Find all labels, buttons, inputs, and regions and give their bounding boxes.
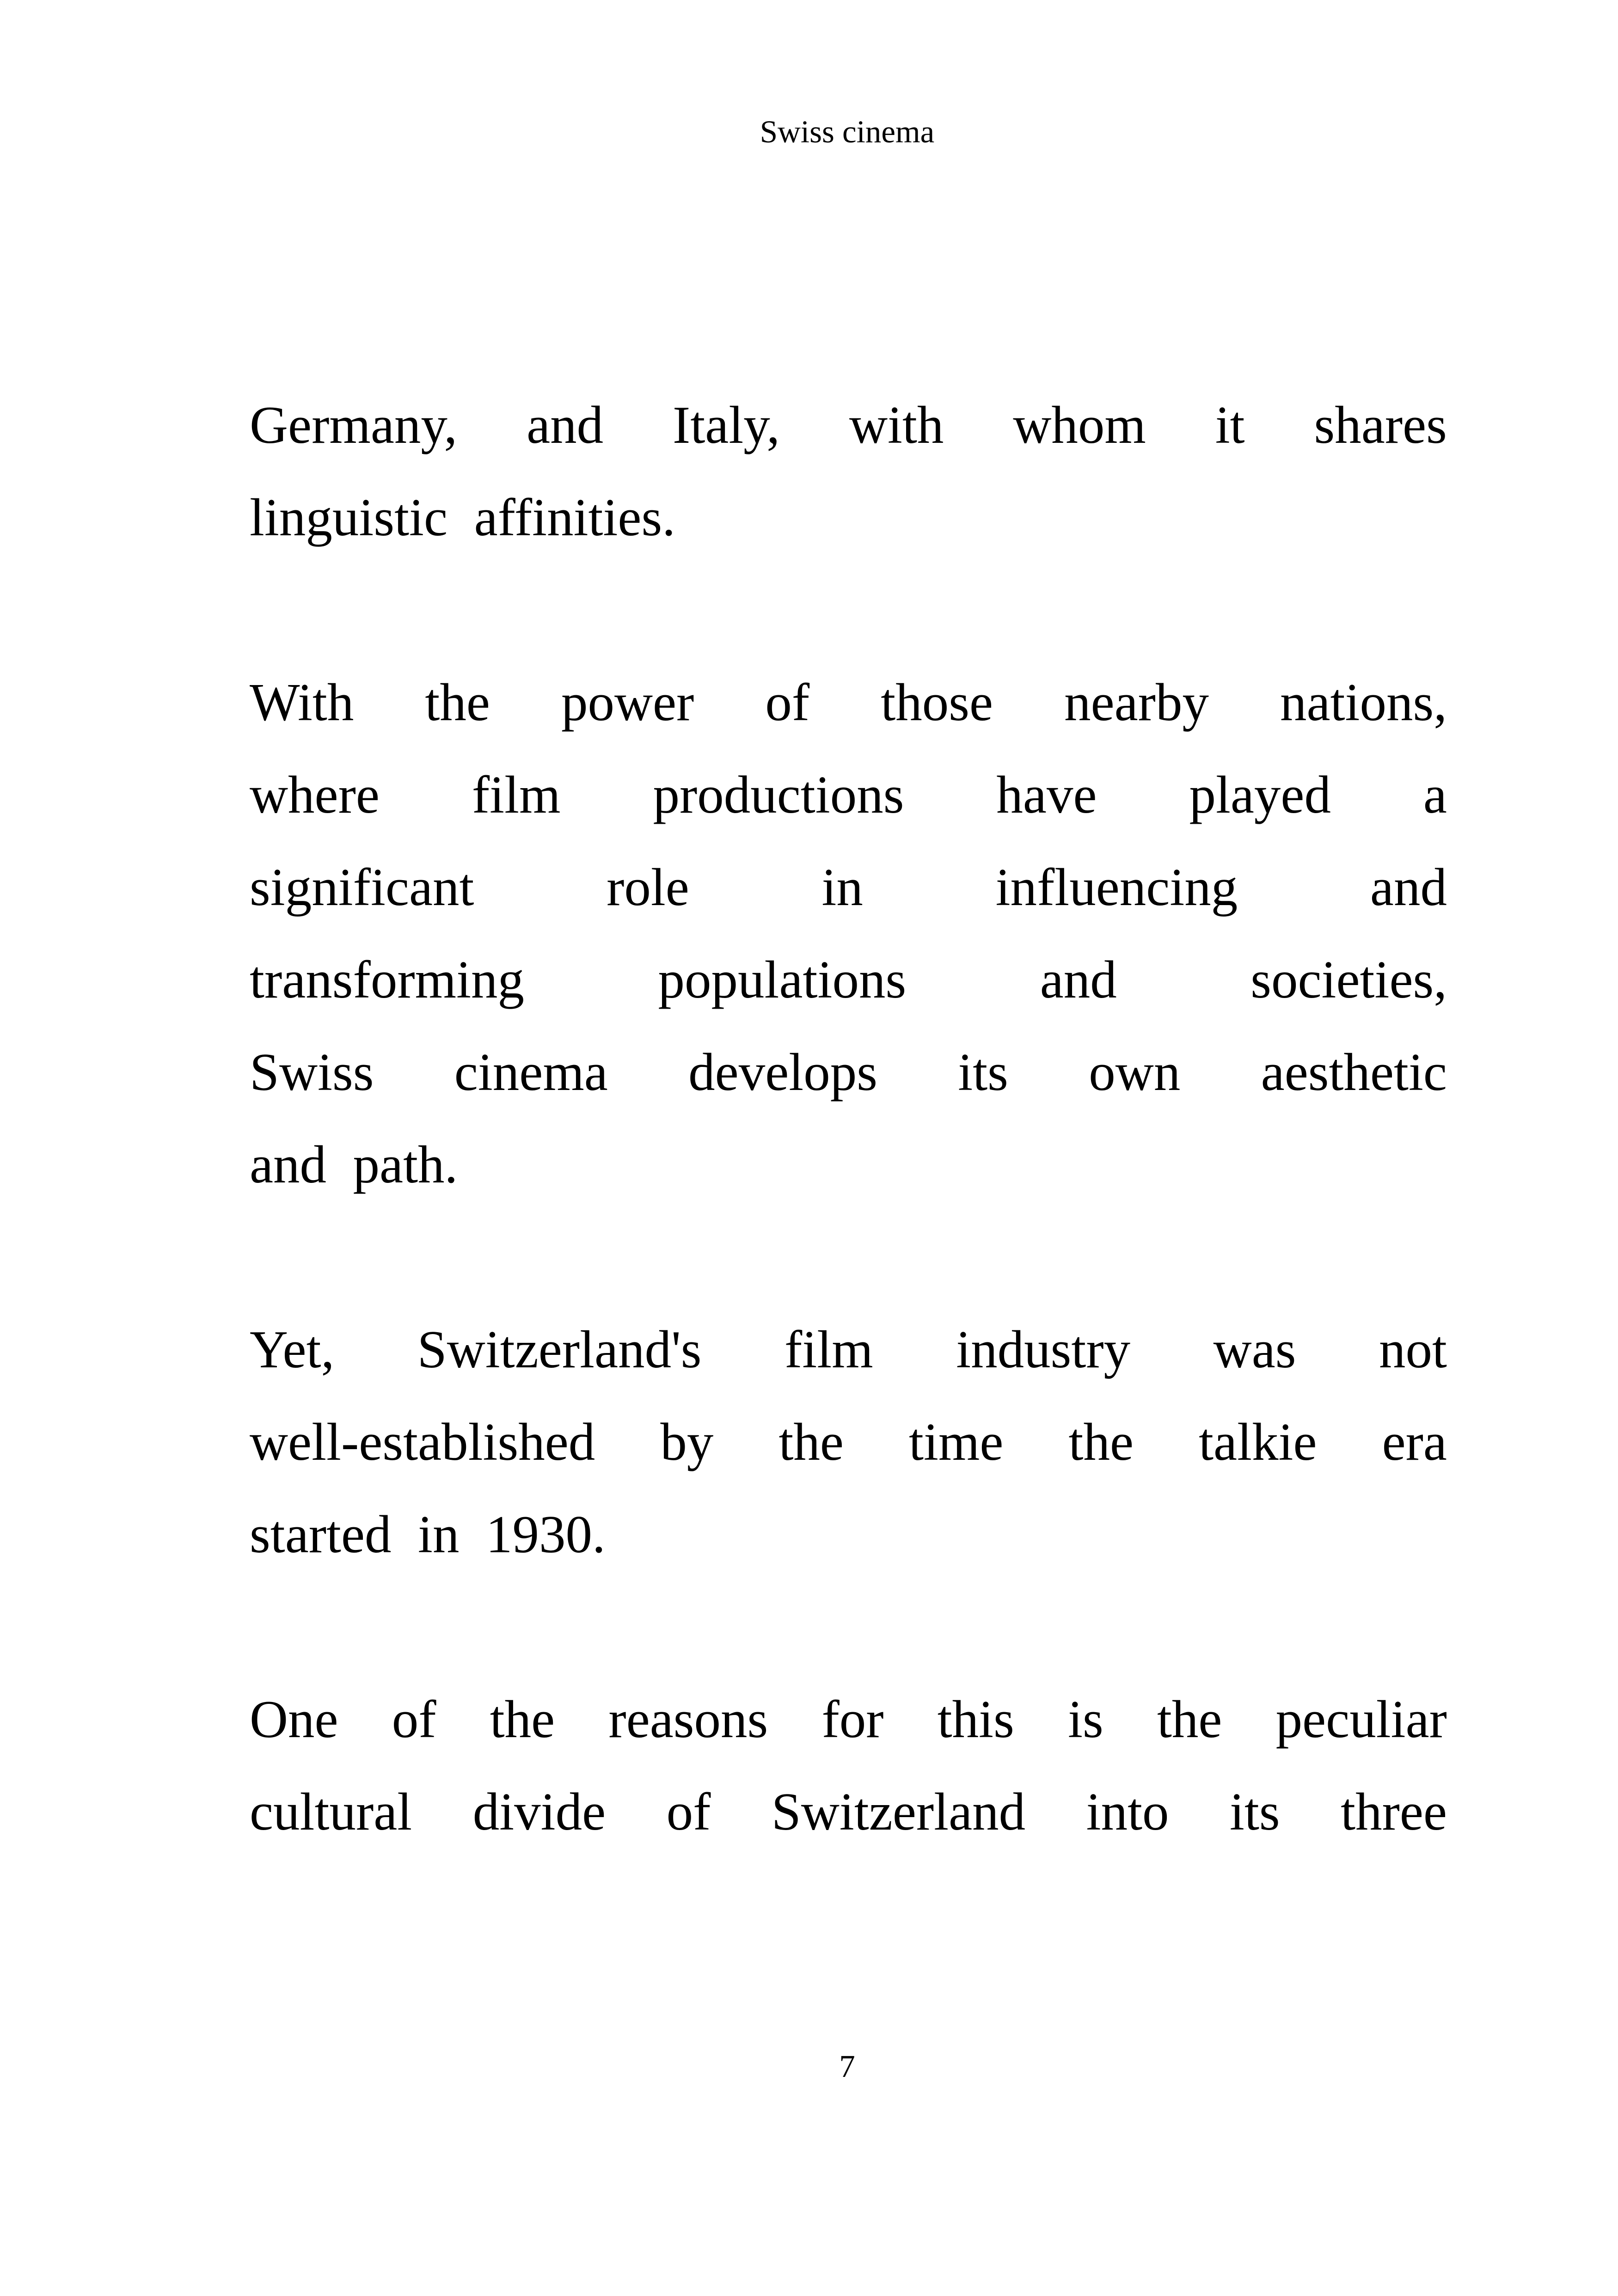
- word: into: [1086, 1782, 1169, 1841]
- word: and: [527, 396, 604, 454]
- word: a: [1423, 765, 1447, 824]
- word: transforming: [250, 950, 525, 1009]
- word: Yet,: [250, 1320, 335, 1379]
- word: influencing: [995, 858, 1238, 917]
- word: industry: [956, 1320, 1131, 1379]
- word: significant: [250, 858, 474, 917]
- word: played: [1189, 765, 1331, 824]
- word: whom: [1013, 396, 1146, 454]
- word: role: [607, 858, 689, 917]
- text-line: [250, 1488, 1447, 1581]
- word: for: [821, 1690, 884, 1749]
- word: Italy,: [673, 396, 780, 454]
- word: the: [425, 673, 490, 732]
- word: With: [250, 673, 354, 732]
- word: well-established: [250, 1413, 595, 1471]
- word: era: [1382, 1413, 1447, 1471]
- word: linguistic: [250, 488, 448, 547]
- word: aesthetic: [1261, 1043, 1447, 1102]
- word: shares: [1314, 396, 1447, 454]
- word: talkie: [1199, 1413, 1317, 1471]
- word: film: [472, 765, 561, 824]
- word: with: [849, 396, 944, 454]
- word: the: [1068, 1413, 1134, 1471]
- text-line: [250, 1673, 1447, 1766]
- word: path.: [353, 1135, 458, 1194]
- word: its: [1230, 1782, 1280, 1841]
- word: of: [765, 673, 810, 732]
- text-line: [250, 379, 1447, 471]
- word: and: [250, 1135, 327, 1194]
- word: Switzerland: [771, 1782, 1026, 1841]
- word: societies,: [1250, 950, 1447, 1009]
- text-line: [250, 471, 1447, 564]
- page-number: 7: [839, 2049, 855, 2084]
- word: of: [666, 1782, 711, 1841]
- word: Germany,: [250, 396, 458, 454]
- text-line: [250, 1766, 1447, 1858]
- word: three: [1341, 1782, 1447, 1841]
- text-line: [250, 934, 1447, 1026]
- word: reasons: [608, 1690, 768, 1749]
- word: productions: [653, 765, 904, 824]
- word: cinema: [454, 1043, 608, 1102]
- text-line: [250, 1304, 1447, 1396]
- text-line: [250, 1026, 1447, 1119]
- word: peculiar: [1275, 1690, 1447, 1749]
- word: 1930.: [486, 1505, 606, 1564]
- word: nearby: [1064, 673, 1209, 732]
- word: the: [490, 1690, 555, 1749]
- word: nations,: [1280, 673, 1447, 732]
- word: affinities.: [474, 488, 675, 547]
- word: it: [1215, 396, 1245, 454]
- word: those: [881, 673, 993, 732]
- text-line: [250, 1119, 1447, 1211]
- text-line: [250, 1396, 1447, 1488]
- text-line: [250, 749, 1447, 841]
- word: the: [1157, 1690, 1222, 1749]
- word: started: [250, 1505, 392, 1564]
- word: Swiss: [250, 1043, 374, 1102]
- word: its: [958, 1043, 1008, 1102]
- word: divide: [472, 1782, 606, 1841]
- text-line: [250, 656, 1447, 749]
- word: power: [561, 673, 694, 732]
- word: Switzerland's: [417, 1320, 702, 1379]
- word: film: [784, 1320, 873, 1379]
- word: not: [1379, 1320, 1447, 1379]
- word: time: [909, 1413, 1004, 1471]
- word: was: [1213, 1320, 1296, 1379]
- word: in: [418, 1505, 460, 1564]
- word: and: [1040, 950, 1117, 1009]
- running-header: Swiss cinema: [760, 114, 935, 149]
- word: One: [250, 1690, 338, 1749]
- word: and: [1370, 858, 1447, 917]
- word: is: [1068, 1690, 1103, 1749]
- word: of: [392, 1690, 436, 1749]
- word: the: [778, 1413, 844, 1471]
- word: populations: [658, 950, 907, 1009]
- word: where: [250, 765, 380, 824]
- word: cultural: [250, 1782, 412, 1841]
- word: this: [937, 1690, 1014, 1749]
- word: own: [1089, 1043, 1181, 1102]
- word: develops: [688, 1043, 877, 1102]
- text-line: [250, 841, 1447, 934]
- word: in: [821, 858, 863, 917]
- word: have: [996, 765, 1097, 824]
- word: by: [660, 1413, 714, 1471]
